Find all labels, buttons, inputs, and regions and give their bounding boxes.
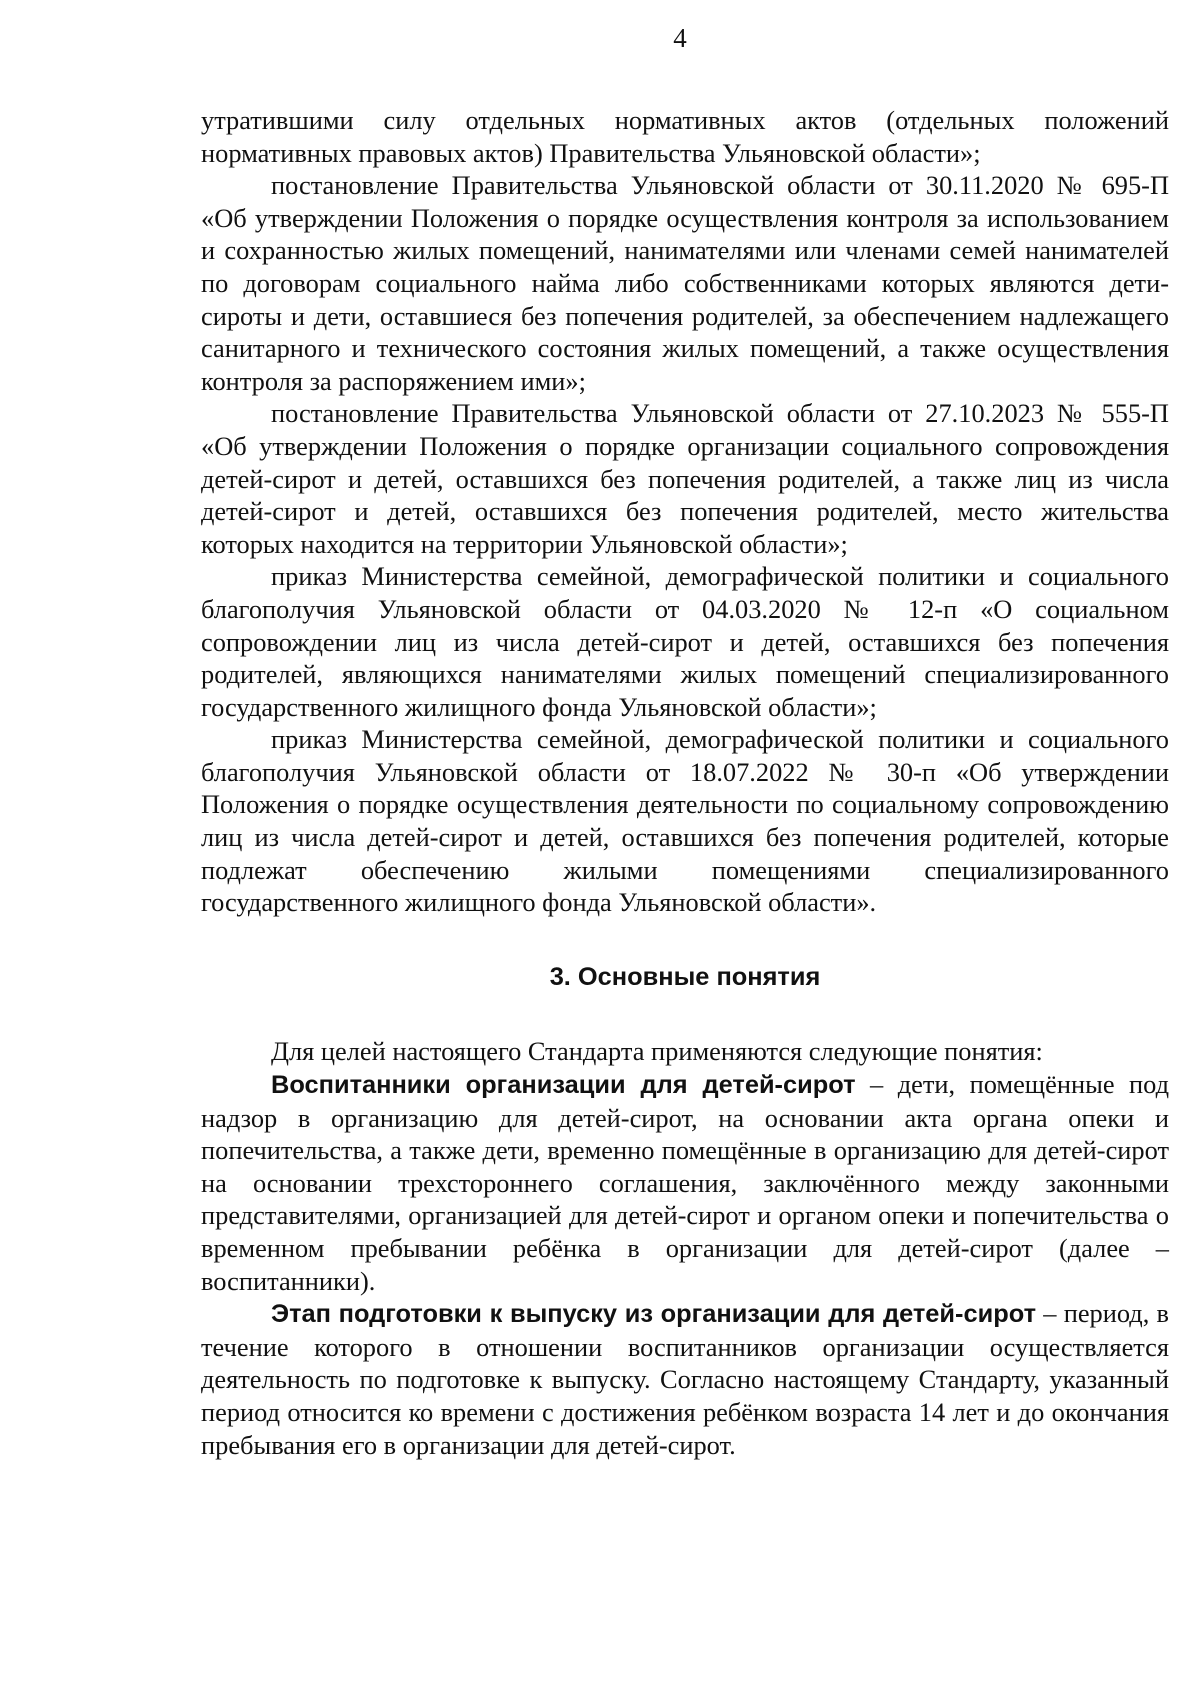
- list-item-continuation: утратившими силу отдельных нормативных актов (отдельных положений нормативных правовых актов) Правительства Ульяновской области»;: [201, 105, 1169, 168]
- definition-term: Этап подготовки к выпуску из организации для детей-сирот: [271, 1300, 1037, 1329]
- list-item-order-30: приказ Министерства семейной, демографической политики и социального благополучия Ульяновской области от 18.07.2022 № 30-п «Об утверждении Положения о порядке осуществления деятельности по социальному сопровождению лиц из числа детей-сирот и детей, оставшихся без попечения родителей, которые подлежат обеспечению жилыми помещениями специализированного государственного жилищного фонда Ульяновской области».: [201, 724, 1169, 918]
- definition-term: Воспитанники организации для детей-сирот: [271, 1071, 856, 1100]
- definition-text: – период, в течение которого в отношении воспитанников организации осуществляется деятельность по подготовке к выпуску. Согласно настоящему Стандарту, указанный период относится ко времени с достижения ребёнком возраста 14 лет и до окончания пребывания его в организации для детей-сирот.: [201, 1298, 1169, 1460]
- definition-text: – дети, помещённые под надзор в организацию для детей-сирот, на основании акта органа опеки и попечительства, а также дети, временно помещённые в организацию для детей-сирот на основании трехстороннего соглашения, заключённого между законными представителями, организацией для детей-сирот и органом опеки и попечительства о временном пребывании ребёнка в организации для детей-сирот (далее – воспитанники).: [201, 1069, 1169, 1296]
- document-body: [201, 104, 1169, 1461]
- definition-pupils: [201, 1068, 1169, 1297]
- list-item-resolution-695: постановление Правительства Ульяновской области от 30.11.2020 № 695-П «Об утверждении Положения о порядке осуществления контроля за использованием и сохранностью жилых помещений, нанимателями или членами семей нанимателей по договорам социального найма либо собственниками которых являются дети-сироты и дети, оставшиеся без попечения родителей, за обеспечением надлежащего санитарного и технического состояния жилых помещений, а также осуществления контроля за распоряжением ими»;: [201, 170, 1169, 396]
- list-item-order-12: приказ Министерства семейной, демографической политики и социального благополучия Ульяновской области от 04.03.2020 № 12-п «О социальном сопровождении лиц из числа детей-сирот и детей, оставшихся без попечения родителей, являющихся нанимателями жилых помещений специализированного государственного жилищного фонда Ульяновской области»;: [201, 561, 1169, 722]
- definition-release-stage: [201, 1297, 1169, 1461]
- section-heading: 3. Основные понятия: [549, 962, 821, 991]
- list-item-resolution-555: постановление Правительства Ульяновской области от 27.10.2023 № 555-П «Об утверждении Положения о порядке организации социального сопровождения детей-сирот и детей, оставшихся без попечения родителей, а также лиц из числа детей-сирот и детей, оставшихся без попечения родителей, место жительства которых находится на территории Ульяновской области»;: [201, 398, 1169, 559]
- section-intro: Для целей настоящего Стандарта применяются следующие понятия:: [271, 1036, 1043, 1067]
- page-number: 4: [673, 23, 687, 53]
